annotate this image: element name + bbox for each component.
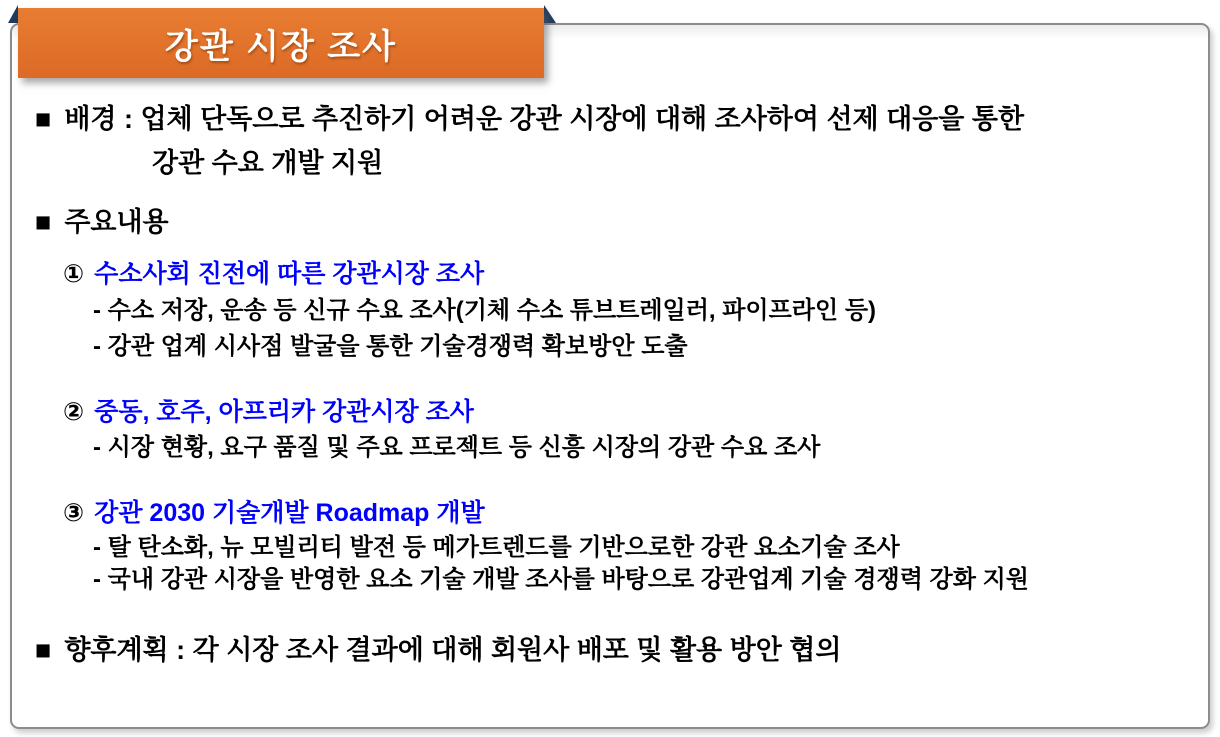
- background-text-line1: 배경 : 업체 단독으로 추진하기 어려운 강관 시장에 대해 조사하여 선제 대응을 통한: [64, 104, 1025, 134]
- item-3-sub-1: - 탈 탄소화, 뉴 모빌리티 발전 등 메가트렌드를 기반으로한 강관 요소기술 조사: [93, 534, 900, 561]
- item-1-sub-1: - 수소 저장, 운송 등 신규 수요 조사(기체 수소 튜브트레일러, 파이프라인 등): [93, 297, 876, 324]
- square-bullet-icon: ■: [35, 104, 52, 134]
- banner-fold-right-icon: [544, 5, 556, 23]
- background-heading-line1: [35, 103, 1024, 135]
- item-3-sub-2: - 국내 강관 시장을 반영한 요소 기술 개발 조사를 바탕으로 강관업계 기술 경쟁력 강화 지원: [93, 566, 1029, 593]
- banner-fold-left-icon: [8, 5, 18, 23]
- circled-1-icon: ①: [63, 260, 85, 288]
- title-banner: [18, 8, 544, 78]
- main-contents-heading: [35, 206, 169, 238]
- item-2-title: [63, 397, 474, 427]
- item-1-title-label: 수소사회 진전에 따른 강관시장 조사: [94, 260, 485, 288]
- item-2-sub-1: - 시장 현황, 요구 품질 및 주요 프로젝트 등 신흥 시장의 강관 수요 조사: [93, 434, 821, 461]
- item-2-title-label: 중동, 호주, 아프리카 강관시장 조사: [94, 398, 474, 426]
- future-plan-text: 향후계획 : 각 시장 조사 결과에 대해 회원사 배포 및 활용 방안 협의: [64, 635, 842, 665]
- item-3-title: [63, 498, 485, 528]
- item-3-title-label: 강관 2030 기술개발 Roadmap 개발: [94, 499, 485, 527]
- circled-2-icon: ②: [63, 398, 85, 426]
- future-plan-heading: [35, 634, 841, 666]
- page-title: 강관 시장 조사: [165, 27, 397, 66]
- item-1-title: [63, 259, 484, 289]
- circled-3-icon: ③: [63, 499, 85, 527]
- square-bullet-icon: ■: [35, 635, 52, 665]
- background-text-line2: 강관 수요 개발 지원: [152, 148, 384, 178]
- main-contents-heading-label: 주요내용: [64, 207, 169, 237]
- square-bullet-icon: ■: [35, 207, 52, 237]
- item-1-sub-2: - 강관 업계 시사점 발굴을 통한 기술경쟁력 확보방안 도출: [93, 333, 688, 360]
